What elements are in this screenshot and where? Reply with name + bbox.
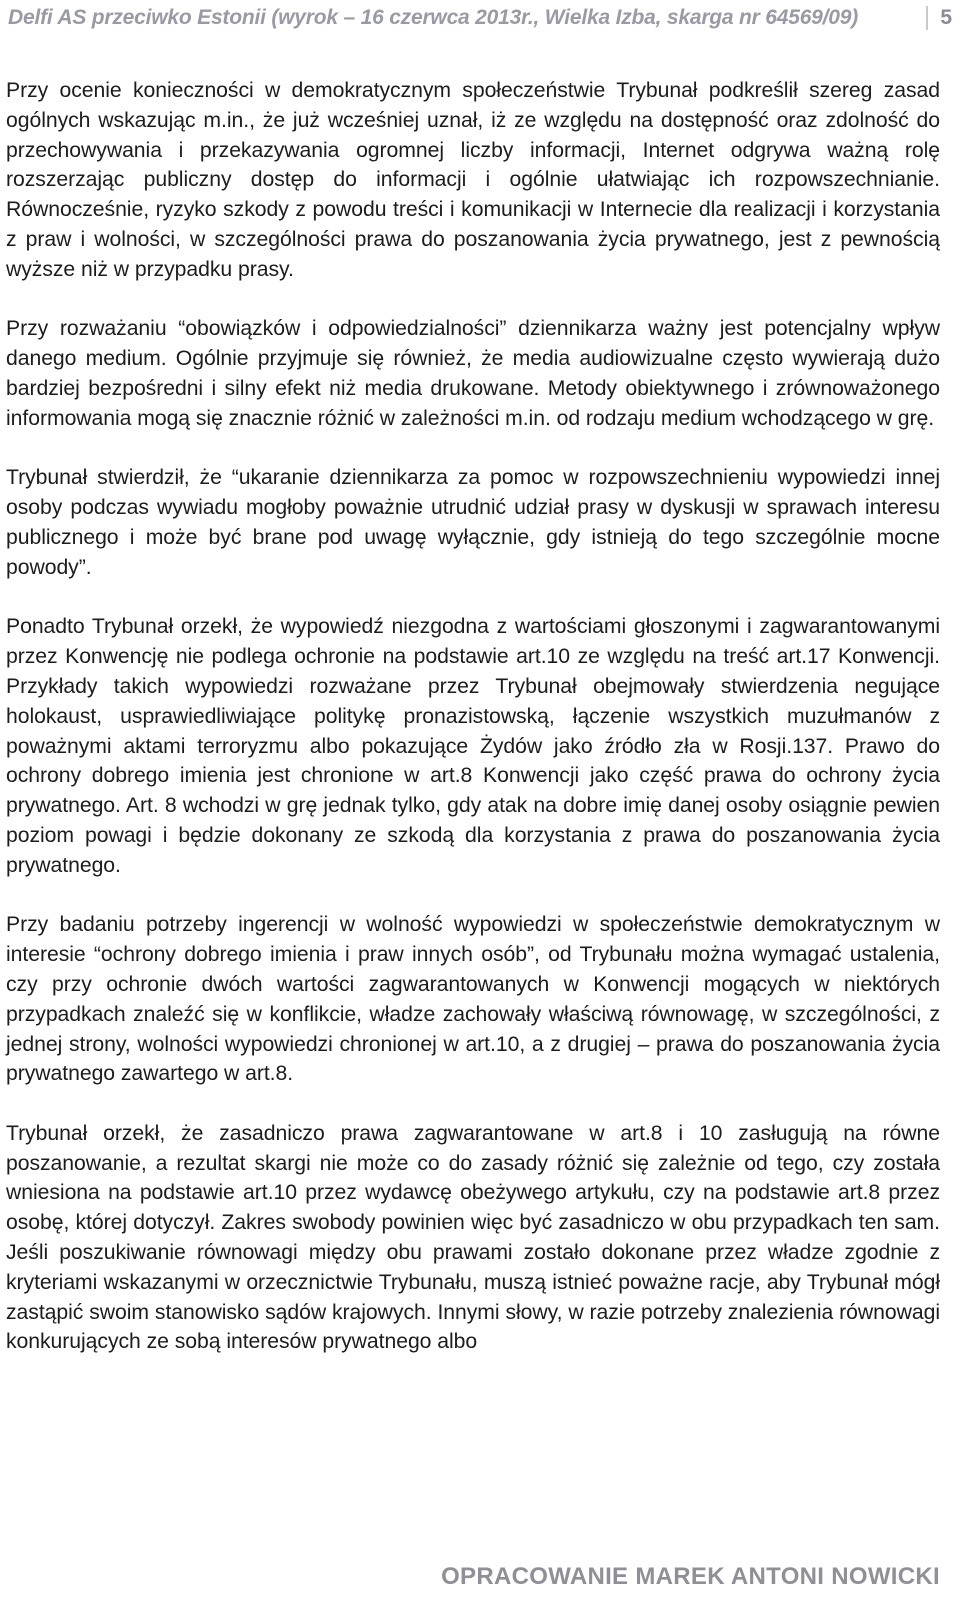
paragraph: Ponadto Trybunał orzekł, że wypowiedź niezgodna z wartościami głoszonymi i zagwarantowanymi przez Konwencję nie podlega ochronie na podstawie art.10 ze względu na treść art.17 Konwencji. Przykłady takich wypowiedzi rozważane przez Trybunał obejmowały stwierdzenia negujące holokaust, usprawiedliwiające politykę pronazistowską, łączenie wszystkich muzułmanów z poważnymi aktami terroryzmu albo pokazujące Żydów jako źródło zła w Rosji.137. Prawo do ochrony dobrego imienia jest chronione w art.8 Konwencji jako część prawa do ochrony życia prywatnego. Art. 8 wchodzi w grę jednak tylko, gdy atak na dobre imię danej osoby osiągnie pewien poziom powagi i będzie dokonany ze szkodą dla korzystania z prawa do poszanowania życia prywatnego.: [6, 615, 940, 877]
paragraph: Przy rozważaniu “obowiązków i odpowiedzialności” dziennikarza ważny jest potencjalny wpływ danego medium. Ogólnie przyjmuje się również, że media audiowizualne często wywierają dużo bardziej bezpośredni i silny efekt niż media drukowane. Metody obiektywnego i zrównoważonego informowania mogą się znacznie różnić w zależności m.in. od rodzaju medium wchodzącego w grę.: [6, 317, 940, 430]
running-header-title: Delfi AS przeciwko Estonii (wyrok – 16 czerwca 2013r., Wielka Izba, skarga nr 64569/09): [8, 6, 859, 29]
paragraph: Przy ocenie konieczności w demokratycznym społeczeństwie Trybunał podkreślił szereg zasad ogólnych wskazując m.in., że już wcześniej uznał, iż ze względu na dostępność oraz zdolność do przechowywania i przekazywania ogromnej liczby informacji, Internet odgrywa ważną rolę rozszerzając publiczny dostęp do informacji i ogólnie ułatwiając ich rozpowszechnianie. Równocześnie, ryzyko szkody z powodu treści i komunikacji w Internecie dla realizacji i korzystania z praw i wolności, w szczególności prawa do poszanowania życia prywatnego, jest z pewnością wyższe niż w przypadku prasy.: [6, 79, 940, 281]
paragraph: Trybunał stwierdził, że “ukaranie dziennikarza za pomoc w rozpowszechnieniu wypowiedzi innej osoby podczas wywiadu mogłoby poważnie utrudnić udział prasy w dyskusji w sprawach interesu publicznego i może być brane pod uwagę wyłącznie, gdy istnieją do tego szczególnie mocne powody”.: [6, 466, 940, 579]
page-header: [8, 6, 952, 34]
paragraph: Przy badaniu potrzeby ingerencji w wolność wypowiedzi w społeczeństwie demokratycznym w interesie “ochrony dobrego imienia i praw innych osób”, od Trybunału można wymagać ustalenia, czy przy ochronie dwóch wartości zagwarantowanych w Konwencji mogących w niektórych przypadkach znaleźć się w konflikcie, władze zachowały właściwą równowagę, w szczególności, z jednej strony, wolności wypowiedzi chronionej w art.10, a z drugiej – prawa do poszanowania życia prywatnego zawartego w art.8.: [6, 913, 940, 1086]
page-number: 5: [926, 6, 952, 30]
footer-credit: OPRACOWANIE MAREK ANTONI NOWICKI: [441, 1563, 940, 1590]
document-body: [6, 76, 940, 1387]
paragraph: Trybunał orzekł, że zasadniczo prawa zagwarantowane w art.8 i 10 zasługują na równe poszanowanie, a rezultat skargi nie może co do zasady różnić się zależnie od tego, czy została wniesiona na podstawie art.10 przez wydawcę obeżywego artykułu, czy na podstawie art.8 przez osobę, której dotyczył. Zakres swobody powinien więc być zasadniczo w obu przypadkach ten sam. Jeśli poszukiwanie równowagi między obu prawami zostało dokonane przez władze zgodnie z kryteriami wskazanymi w orzecznictwie Trybunału, muszą istnieć poważne racje, aby Trybunał mógł zastąpić swoim stanowisko sądów krajowych. Innymi słowy, w razie potrzeby znalezienia równowagi konkurujących ze sobą interesów prywatnego albo: [6, 1121, 940, 1354]
